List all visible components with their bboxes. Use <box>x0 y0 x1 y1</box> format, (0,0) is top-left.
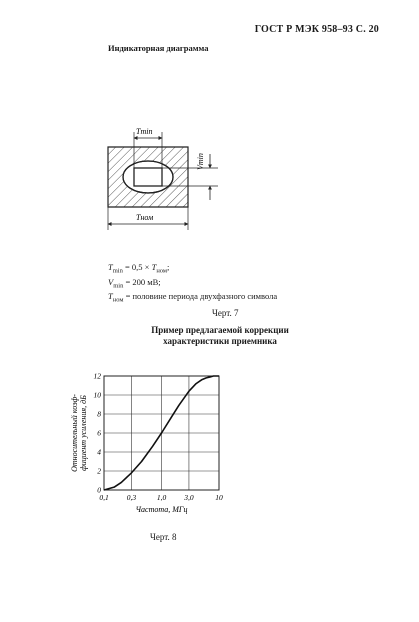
x-tick-label: 0,3 <box>126 493 137 502</box>
x-tick-label: 3,0 <box>184 493 194 502</box>
legend-line: $T_{ном}$ = половине периода двухфазного символа <box>108 291 278 305</box>
x-tick-label: 0,1 <box>99 493 109 502</box>
y-axis-label: фициент усиления, дБ <box>79 395 88 471</box>
legend-line: $V_{min} = 200$ мВ; <box>108 276 161 290</box>
document-header: ГОСТ Р МЭК 958–93 С. 20 <box>254 24 379 35</box>
y-tick-label: 6 <box>97 428 101 438</box>
y-axis-label: Относительный коэф- <box>70 394 79 472</box>
x-tick-label: 1,0 <box>156 493 167 502</box>
figure8-title: Пример предлагаемой коррекции характеристики приемника <box>151 325 289 346</box>
tnom-label: Tном <box>136 213 154 222</box>
x-axis-label: Частота, МГц <box>135 505 188 514</box>
x-tick-label: 10 <box>215 493 223 502</box>
legend-line: $T_{min} = 0,5 \times T_{ном}$; <box>108 262 170 275</box>
figure7-legend <box>108 262 277 306</box>
y-tick-label: 0 <box>97 485 101 495</box>
y-tick-label: 10 <box>93 390 101 400</box>
vmin-label: Vmin <box>196 153 205 170</box>
y-tick-label: 2 <box>97 466 101 476</box>
y-tick-label: 8 <box>97 409 101 419</box>
eye-diagram <box>100 120 300 250</box>
y-tick-label: 4 <box>97 447 101 457</box>
y-tick-label: 12 <box>93 371 101 381</box>
figure7-title: Индикаторная диаграмма <box>108 43 209 53</box>
gain-chart <box>68 368 248 523</box>
tmin-label: Tmin <box>136 127 153 136</box>
min-eye-rect <box>134 168 162 186</box>
figure8-caption: Черт. 8 <box>150 532 177 542</box>
figure7-caption: Черт. 7 <box>212 308 239 318</box>
